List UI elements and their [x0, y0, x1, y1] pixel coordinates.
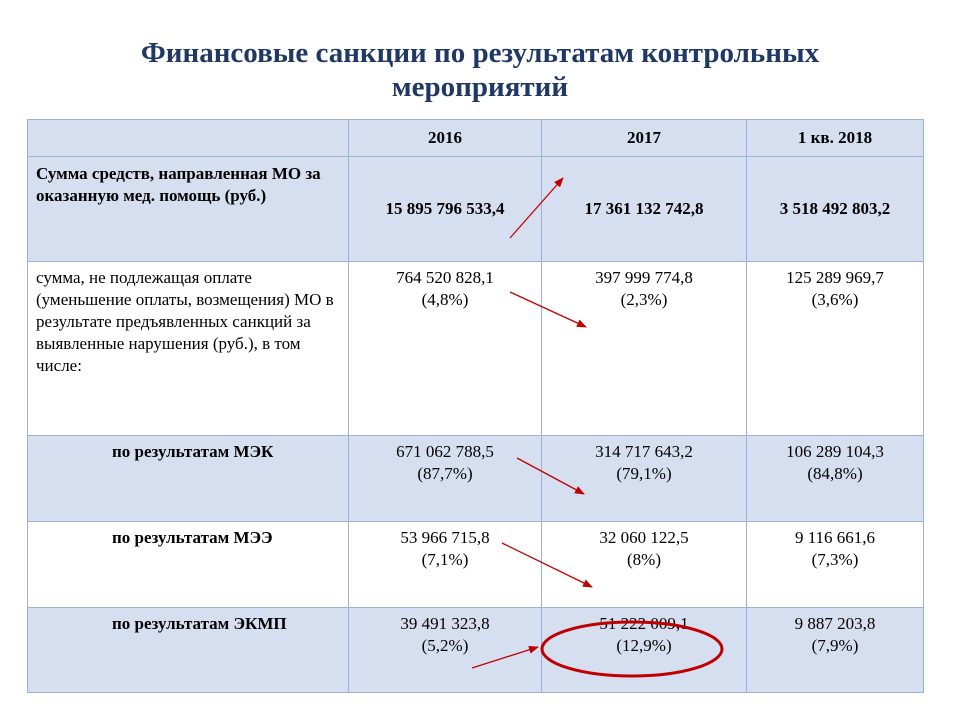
cell-value — [542, 436, 747, 522]
title-line-2: мероприятий — [391, 71, 569, 103]
table-row — [28, 262, 924, 436]
cell-value — [747, 262, 924, 436]
cell-value — [542, 262, 747, 436]
row-label-total-funds: Сумма средств, направленная МО за оказанную мед. помощь (руб.) — [28, 157, 349, 262]
row-label-unpaid-sum: сумма, не подлежащая оплате (уменьшение оплаты, возмещения) МО в результате предъявленных санкций за выявленные нарушения (руб.), в том числе: — [28, 262, 349, 436]
header-cell-2016: 2016 — [349, 120, 542, 157]
cell-share: (12,9%) — [616, 636, 672, 655]
cell-value — [349, 436, 542, 522]
cell-amount: 9 116 661,6 — [794, 528, 876, 547]
cell-amount: 32 060 122,5 — [599, 528, 689, 547]
table-row — [28, 522, 924, 608]
cell-amount: 106 289 104,3 — [786, 442, 884, 461]
cell-share: (87,7%) — [417, 464, 473, 483]
slide-title — [40, 36, 920, 104]
cell-amount: 314 717 643,2 — [595, 442, 693, 461]
cell-amount: 53 966 715,8 — [400, 528, 490, 547]
cell-share: (2,3%) — [620, 290, 668, 309]
cell-value — [542, 608, 747, 693]
cell-share: (8%) — [627, 550, 661, 569]
header-cell-2018q1: 1 кв. 2018 — [747, 120, 924, 157]
cell-value — [747, 522, 924, 608]
cell-value — [747, 608, 924, 693]
title-line-1: Финансовые санкции по результатам контрольных — [140, 37, 820, 69]
cell-amount: 39 491 323,8 — [400, 614, 490, 633]
cell-share: (7,3%) — [811, 550, 859, 569]
cell-share: (5,2%) — [421, 636, 469, 655]
cell-amount: 764 520 828,1 — [396, 268, 494, 287]
cell-amount: 397 999 774,8 — [595, 268, 693, 287]
table-header-row — [28, 120, 924, 157]
table-row — [28, 608, 924, 693]
row-label-ekmp: по результатам ЭКМП — [28, 608, 349, 693]
cell-share: (84,8%) — [807, 464, 863, 483]
cell-amount: 125 289 969,7 — [786, 268, 884, 287]
cell-share: (4,8%) — [421, 290, 469, 309]
cell-value — [542, 522, 747, 608]
cell-amount: 9 887 203,8 — [794, 614, 876, 633]
table-row — [28, 436, 924, 522]
cell-value: 15 895 796 533,4 — [349, 157, 542, 262]
cell-amount: 51 222 009,1 — [599, 614, 689, 633]
header-cell-2017: 2017 — [542, 120, 747, 157]
row-label-mee: по результатам МЭЭ — [28, 522, 349, 608]
cell-share: (3,6%) — [811, 290, 859, 309]
cell-value: 17 361 132 742,8 — [542, 157, 747, 262]
cell-share: (7,1%) — [421, 550, 469, 569]
cell-value — [349, 608, 542, 693]
row-label-mek: по результатам МЭК — [28, 436, 349, 522]
sanctions-table — [27, 119, 924, 693]
cell-value: 3 518 492 803,2 — [747, 157, 924, 262]
table-row — [28, 157, 924, 262]
cell-value — [349, 262, 542, 436]
cell-amount: 671 062 788,5 — [396, 442, 494, 461]
cell-share: (79,1%) — [616, 464, 672, 483]
header-cell-empty — [28, 120, 349, 157]
cell-value — [349, 522, 542, 608]
cell-value — [747, 436, 924, 522]
cell-share: (7,9%) — [811, 636, 859, 655]
